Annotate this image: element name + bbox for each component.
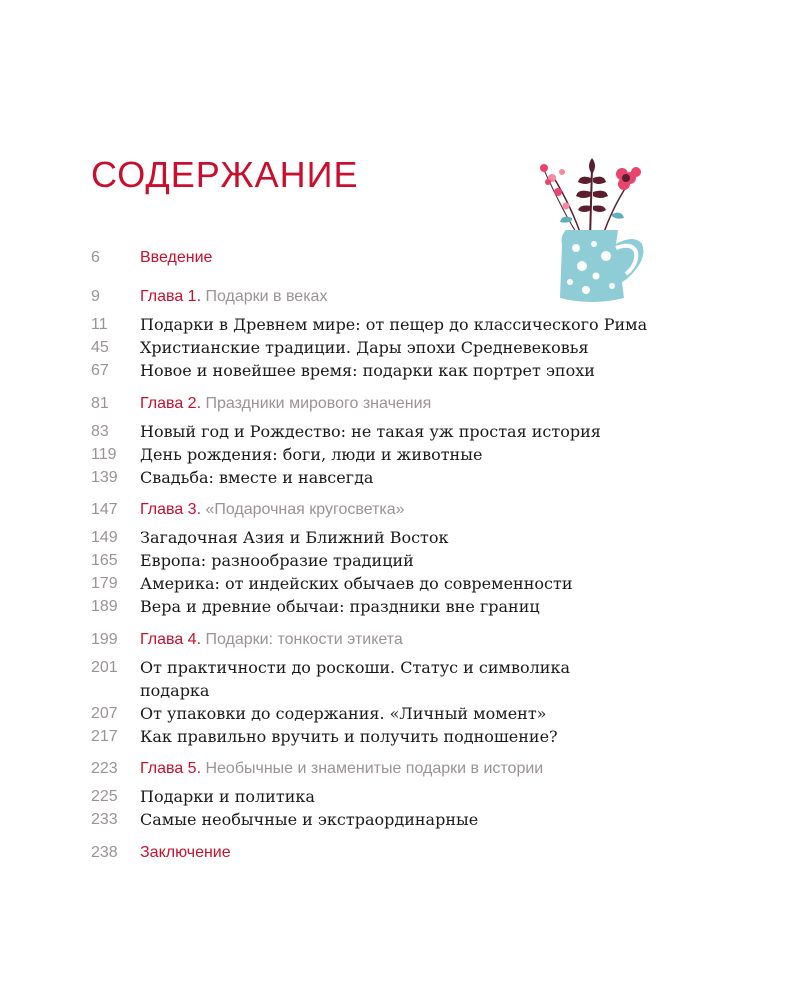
page-number: 83 <box>91 423 109 440</box>
toc-item-text: Подарки в Древнем мире: от пещер до классического Рима <box>140 315 648 334</box>
toc-item[interactable] <box>0 656 800 679</box>
page-number: 207 <box>91 705 118 722</box>
toc-item-text: Как правильно вручить и получить подношение? <box>140 727 558 746</box>
page-title: СОДЕРЖАНИЕ <box>91 154 359 195</box>
page-number: 201 <box>91 659 118 676</box>
toc-item[interactable] <box>0 443 800 466</box>
page-number: 189 <box>91 598 118 615</box>
toc-item-text: подарка <box>140 681 210 700</box>
toc-intro[interactable] <box>0 246 800 269</box>
toc-item-continuation[interactable] <box>0 679 800 702</box>
toc-item-text: Самые необычные и экстраординарные <box>140 810 479 829</box>
toc-item[interactable] <box>0 313 800 336</box>
chapter-label: Глава 2. <box>140 395 202 412</box>
toc-intro-label: Введение <box>140 249 213 266</box>
chapter-label: Глава 3. <box>140 501 202 518</box>
page-number: 6 <box>91 249 100 266</box>
chapter-title: «Подарочная кругосветка» <box>205 501 405 518</box>
page-number: 139 <box>91 469 118 486</box>
toc-item-text: Европа: разнообразие традиций <box>140 551 414 570</box>
toc-item-text: Вера и древние обычаи: праздники вне границ <box>140 597 540 616</box>
page-number: 45 <box>91 339 109 356</box>
toc-chapter-1[interactable] <box>0 285 800 308</box>
toc-item[interactable] <box>0 785 800 808</box>
toc-chapter-5[interactable] <box>0 757 800 780</box>
toc-conclusion[interactable] <box>0 841 800 864</box>
chapter-title: Необычные и знаменитые подарки в истории <box>205 760 544 777</box>
chapter-label: Глава 5. <box>140 760 202 777</box>
toc-chapter-3[interactable] <box>0 498 800 521</box>
toc-item-text: День рождения: боги, люди и животные <box>140 445 483 464</box>
toc-item[interactable] <box>0 526 800 549</box>
page-number: 9 <box>91 288 100 305</box>
toc-item[interactable] <box>0 702 800 725</box>
page-number: 179 <box>91 575 118 592</box>
toc-item-text: Христианские традиции. Дары эпохи Средневековья <box>140 338 589 357</box>
page-number: 238 <box>91 844 118 861</box>
toc-item-text: Америка: от индейских обычаев до современности <box>140 574 573 593</box>
page-number: 165 <box>91 552 118 569</box>
toc-item[interactable] <box>0 466 800 489</box>
toc-item-text: Загадочная Азия и Ближний Восток <box>140 528 449 547</box>
toc-item-text: Подарки и политика <box>140 787 315 806</box>
page-number: 223 <box>91 760 118 777</box>
toc-item[interactable] <box>0 572 800 595</box>
page-number: 199 <box>91 631 118 648</box>
page-number: 147 <box>91 501 118 518</box>
toc-item-text: Новое и новейшее время: подарки как портрет эпохи <box>140 361 595 380</box>
chapter-title: Праздники мирового значения <box>205 395 432 412</box>
toc-item[interactable] <box>0 808 800 831</box>
toc-chapter-2[interactable] <box>0 392 800 415</box>
page-number: 217 <box>91 728 118 745</box>
toc-item-text: Новый год и Рождество: не такая уж простая история <box>140 422 601 441</box>
chapter-title: Подарки: тонкости этикета <box>205 631 403 648</box>
toc-item-text: Свадьба: вместе и навсегда <box>140 468 374 487</box>
toc-conclusion-label: Заключение <box>140 844 231 861</box>
chapter-label: Глава 1. <box>140 288 202 305</box>
chapter-title: Подарки в веках <box>205 288 328 305</box>
toc-item[interactable] <box>0 595 800 618</box>
page-number: 119 <box>91 446 117 463</box>
chapter-label: Глава 4. <box>140 631 202 648</box>
page-number: 81 <box>91 395 109 412</box>
page-number: 11 <box>91 316 108 333</box>
toc-item[interactable] <box>0 420 800 443</box>
toc-item[interactable] <box>0 725 800 748</box>
page-number: 233 <box>91 811 118 828</box>
flower-vase-illustration <box>532 148 652 308</box>
toc-chapter-4[interactable] <box>0 628 800 651</box>
toc-item[interactable] <box>0 549 800 572</box>
toc-item[interactable] <box>0 336 800 359</box>
toc-item-text: От практичности до роскоши. Статус и символика <box>140 658 570 677</box>
page-number: 67 <box>91 362 109 379</box>
page-number: 225 <box>91 788 118 805</box>
page-number: 149 <box>91 529 118 546</box>
toc-item-text: От упаковки до содержания. «Личный момент» <box>140 704 547 723</box>
toc-item[interactable] <box>0 359 800 382</box>
